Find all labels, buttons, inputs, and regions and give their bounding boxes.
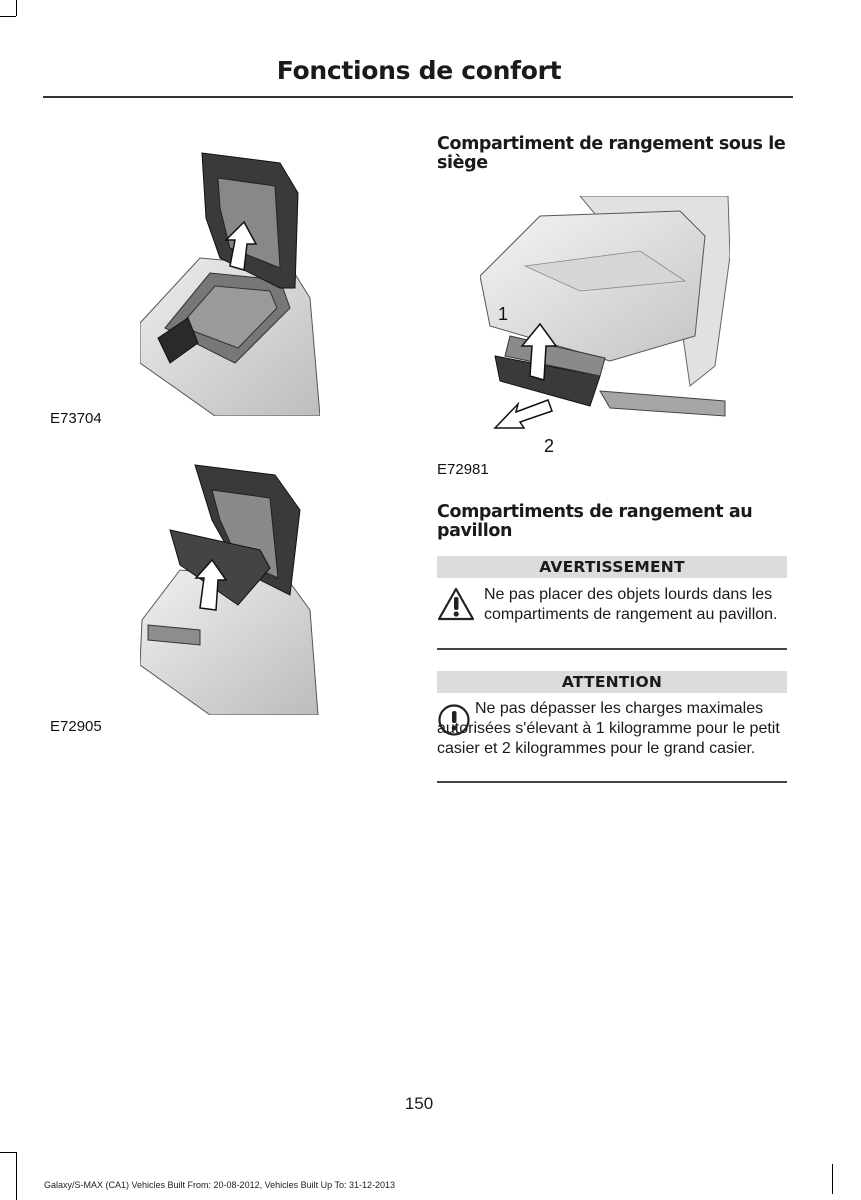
caution-rule — [437, 781, 787, 783]
warning-triangle-icon — [437, 586, 475, 622]
caution-label: ATTENTION — [437, 671, 787, 693]
warning-label: AVERTISSEMENT — [437, 556, 787, 578]
section-heading-under-seat: Compartiment de rangement sous le siège — [437, 134, 786, 173]
crop-mark-bottom-left — [0, 1152, 16, 1153]
page-number: 150 — [404, 1094, 434, 1113]
callout-1: 1 — [498, 304, 509, 324]
figure-code: E72981 — [437, 461, 489, 478]
title-rule — [43, 96, 793, 98]
callout-2: 2 — [544, 436, 555, 456]
crop-mark-top-left — [0, 16, 16, 17]
crop-mark-bottom-left-v — [16, 1152, 17, 1200]
warning-rule — [437, 648, 787, 650]
section-heading-roof: Compartiments de rangement au pavillon — [437, 502, 753, 541]
armrest-tray-illustration — [140, 460, 320, 715]
figure-code: E72905 — [50, 718, 102, 735]
crop-mark-top-left-v — [16, 0, 17, 16]
figure-code: E73704 — [50, 410, 102, 427]
footer-vehicle-info: Galaxy/S-MAX (CA1) Vehicles Built From: 20-08-2012, Vehicles Built Up To: 31-12-2013 — [44, 1180, 395, 1190]
page-title: Fonctions de confort — [276, 56, 562, 85]
seat-drawer-illustration — [480, 196, 730, 432]
crop-mark-bottom-right-v — [832, 1164, 833, 1194]
warning-text: Ne pas placer des objets lourds dans les compartiments de rangement au pavillon. — [484, 586, 778, 623]
armrest-open-illustration — [140, 148, 320, 416]
caution-text: Ne pas dépasser les charges maximales autorisées s'élevant à 1 kilogramme pour le petit casier et 2 kilogrammes pour le grand casier. — [437, 700, 780, 757]
